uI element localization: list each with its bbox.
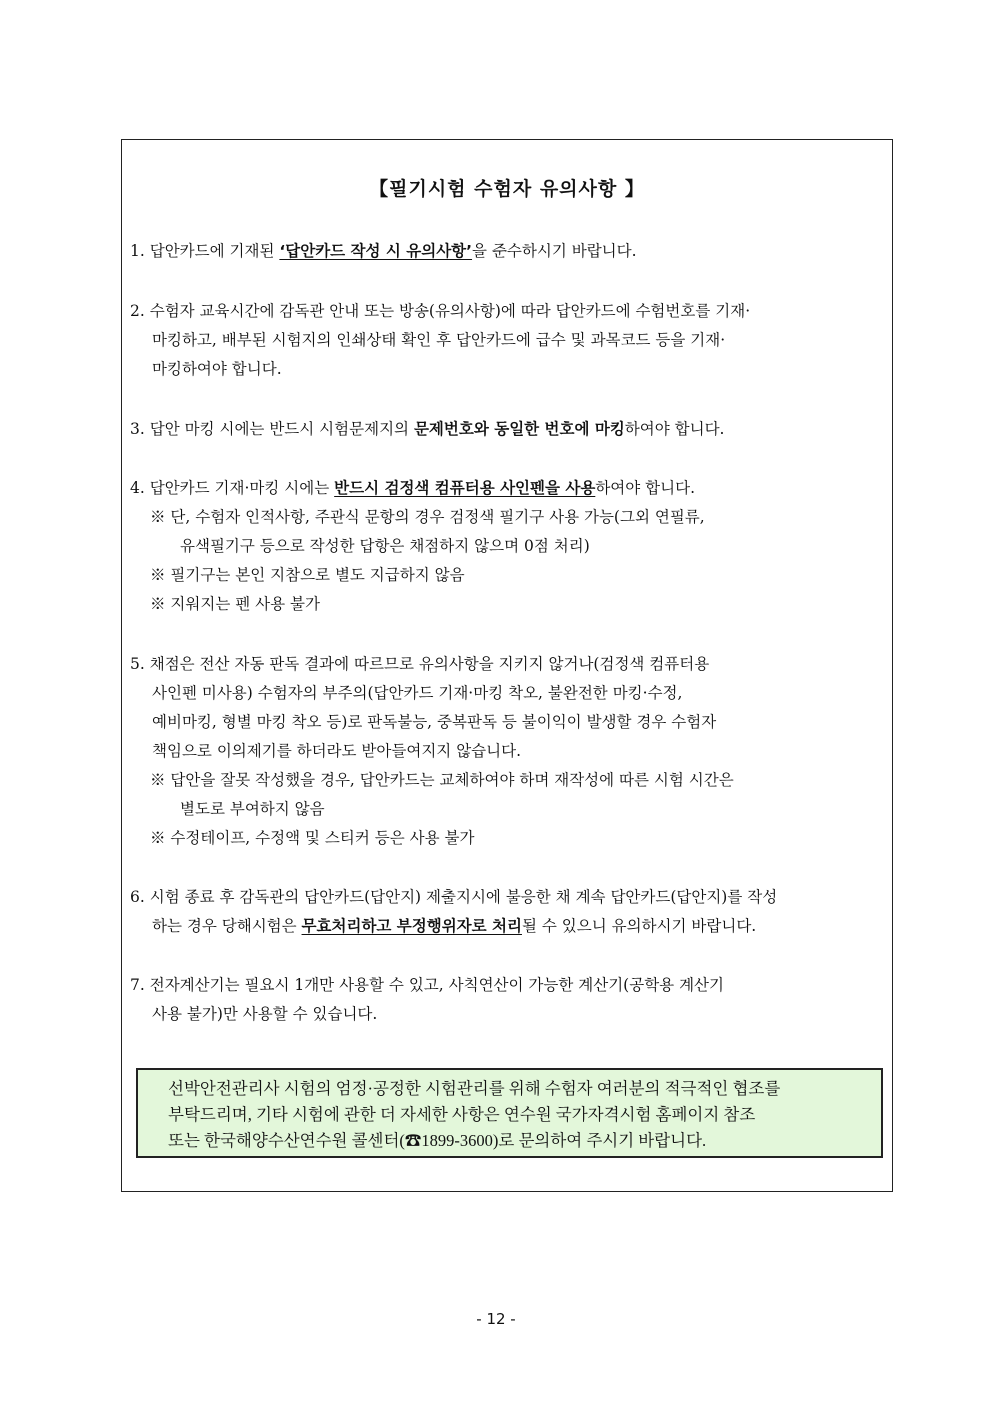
notice-item-5 [130,650,882,853]
item-text: 사인펜 미사용) 수험자의 부주의(답안카드 기재·마킹 착오, 불완전한 마킹·수정, [152,684,683,702]
item-note: ※ 수정테이프, 수정액 및 스티커 등은 사용 불가 [150,829,475,847]
item-number: 4. [130,479,145,497]
contact-info-box [136,1068,883,1158]
info-text: 부탁드리며, 기타 시험에 관한 더 자세한 사항은 연수원 국가자격시험 홈페이지 참조 [168,1105,756,1124]
notice-box [121,139,893,1192]
item-note: ※ 단, 수험자 인적사항, 주관식 문항의 경우 검정색 필기구 사용 가능(그외 연필류, [150,508,705,526]
notice-item-6 [130,883,882,941]
item-text: 마킹하여야 합니다. [152,360,282,378]
item-emphasis: ‘답안카드 작성 시 유의사항’ [279,242,473,260]
notice-item-3 [130,415,882,444]
page-number: - 12 - [476,1310,516,1328]
item-text: 예비마킹, 형별 마킹 착오 등)로 판독불능, 중복판독 등 불이익이 발생할 경우 수험자 [152,713,717,731]
item-text: 전자계산기는 필요시 1개만 사용할 수 있고, 사칙연산이 가능한 계산기(공학용 계산기 [149,976,724,994]
item-text: 하는 경우 당해시험은 [152,917,302,935]
item-text: 답안카드에 기재된 [149,242,280,260]
info-text: 선박안전관리사 시험의 엄정·공정한 시험관리를 위해 수험자 여러분의 적극적인 협조를 [168,1079,781,1098]
item-text: 책임으로 이의제기를 하더라도 받아들여지지 않습니다. [152,742,522,760]
info-text: )로 문의하여 주시기 바랍니다. [492,1131,707,1150]
item-text: 사용 불가)만 사용할 수 있습니다. [152,1005,378,1023]
item-note: ※ 지워지는 펜 사용 불가 [150,595,320,613]
item-note: ※ 필기구는 본인 지참으로 별도 지급하지 않음 [150,566,465,584]
item-note: 별도로 부여하지 않음 [180,800,325,818]
item-emphasis: 무효처리하고 부정행위자로 처리 [301,917,522,935]
phone-number: ☎1899-3600 [404,1131,493,1150]
item-text: 될 수 있으니 유의하시기 바랍니다. [521,917,757,935]
item-text: 마킹하고, 배부된 시험지의 인쇄상태 확인 후 답안카드에 급수 및 과목코드 등을 기재· [152,331,726,349]
notice-title: 【필기시험 수험자 유의사항 】 [369,178,645,200]
item-text: 채점은 전산 자동 판독 결과에 따르므로 유의사항을 지키지 않거나(검정색 컴퓨터용 [149,655,710,673]
item-number: 7. [130,976,145,994]
item-number: 3. [130,420,145,438]
item-emphasis: 반드시 검정색 컴퓨터용 사인펜을 사용 [334,479,596,497]
item-note: 유색필기구 등으로 작성한 답항은 채점하지 않으며 0점 처리) [180,537,590,555]
notice-item-2 [130,297,882,384]
item-number: 2. [130,302,145,320]
item-text: 시험 종료 후 감독관의 답안카드(답안지) 제출지시에 불응한 채 계속 답안카드(답안지)를 작성 [149,888,778,906]
notice-item-7 [130,971,882,1029]
item-text: 을 준수하시기 바랍니다. [472,242,637,260]
item-text: 하여야 합니다. [595,479,696,497]
notice-item-1 [130,237,882,266]
item-number: 6. [130,888,145,906]
item-note: ※ 답안을 잘못 작성했을 경우, 답안카드는 교체하여야 하며 재작성에 따른 시험 시간은 [150,771,734,789]
item-text: 답안카드 기재·마킹 시에는 [149,479,335,497]
item-text: 하여야 합니다. [624,420,725,438]
item-text: 수험자 교육시간에 감독관 안내 또는 방송(유의사항)에 따라 답안카드에 수험번호를 기재· [149,302,751,320]
item-text: 답안 마킹 시에는 반드시 시험문제지의 [149,420,414,438]
item-number: 5. [130,655,145,673]
item-emphasis: 문제번호와 동일한 번호에 마킹 [413,420,625,438]
item-number: 1. [130,242,145,260]
info-text: 또는 한국해양수산연수원 콜센터( [168,1131,405,1150]
notice-item-4 [130,474,882,619]
